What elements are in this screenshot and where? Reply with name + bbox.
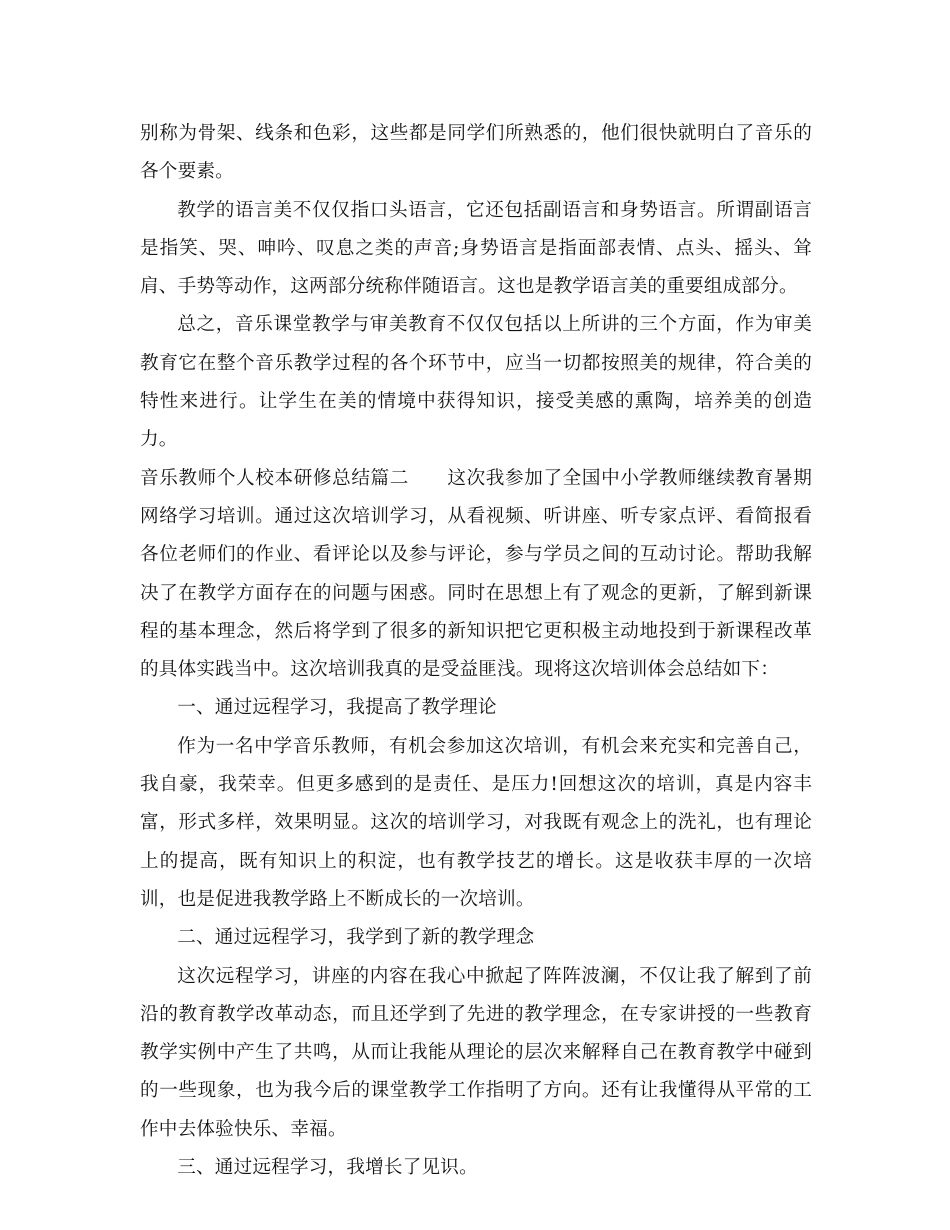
heading-point-three: 三、通过远程学习，我增长了见识。 [177,1157,478,1179]
paragraph-continued: 别称为骨架、线条和色彩，这些都是同学们所熟悉的，他们很快就明白了音乐的各个要素。 [140,123,812,183]
paragraph-point-one: 作为一名中学音乐教师，有机会参加这次培训，有机会来充实和完善自己，我自豪，我荣幸。但更多感到的是责任、是压力!回想这次的培训，真是内容丰富，形式多样，效果明显。这次的培训学习，对我既有观念上的洗礼，也有理论上的提高，既有知识上的积淀，也有教学技艺的增长。这是收获丰厚的一次培训，也是促进我教学路上不断成长的一次培训。 [140,735,812,910]
paragraph-point-two: 这次远程学习，讲座的内容在我心中掀起了阵阵波澜，不仅让我了解到了前沿的教育教学改革动态，而且还学到了先进的教学理念，在专家讲授的一些教育教学实例中产生了共鸣，从而让我能从理论的层次来解释自己在教育教学中碰到的一些现象，也为我今后的课堂教学工作指明了方向。还有让我懂得从平常的工作中去体验快乐、幸福。 [140,965,812,1140]
heading-point-two: 二、通过远程学习，我学到了新的教学理念 [177,927,535,949]
heading-point-one: 一、通过远程学习，我提高了教学理论 [177,697,497,719]
paragraph-section-two-intro: 音乐教师个人校本研修总结篇二 这次我参加了全国中小学教师继续教育暑期网络学习培训。通过这次培训学习，从看视频、听讲座、听专家点评、看简报看各位老师们的作业、看评论以及参与评论，参与学员之间的互动讨论。帮助我解决了在教学方面存在的问题与困惑。同时在思想上有了观念的更新，了解到新课程的基本理念，然后将学到了很多的新知识把它更积极主动地投到于新课程改革的具体实践当中。这次培训我真的是受益匪浅。现将这次培训体会总结如下： [140,467,812,681]
document-body [140,115,812,1187]
paragraph-conclusion: 总之，音乐课堂教学与审美教育不仅仅包括以上所讲的三个方面，作为审美教育它在整个音乐教学过程的各个环节中，应当一切都按照美的规律，符合美的特性来进行。让学生在美的情境中获得知识，接受美感的熏陶，培养美的创造力。 [140,314,812,451]
paragraph-language-beauty: 教学的语言美不仅仅指口头语言，它还包括副语言和身势语言。所谓副语言是指笑、哭、呻吟、叹息之类的声音;身势语言是指面部表情、点头、摇头、耸肩、手势等动作，这两部分统称伴随语言。这也是教学语言美的重要组成部分。 [140,199,812,298]
